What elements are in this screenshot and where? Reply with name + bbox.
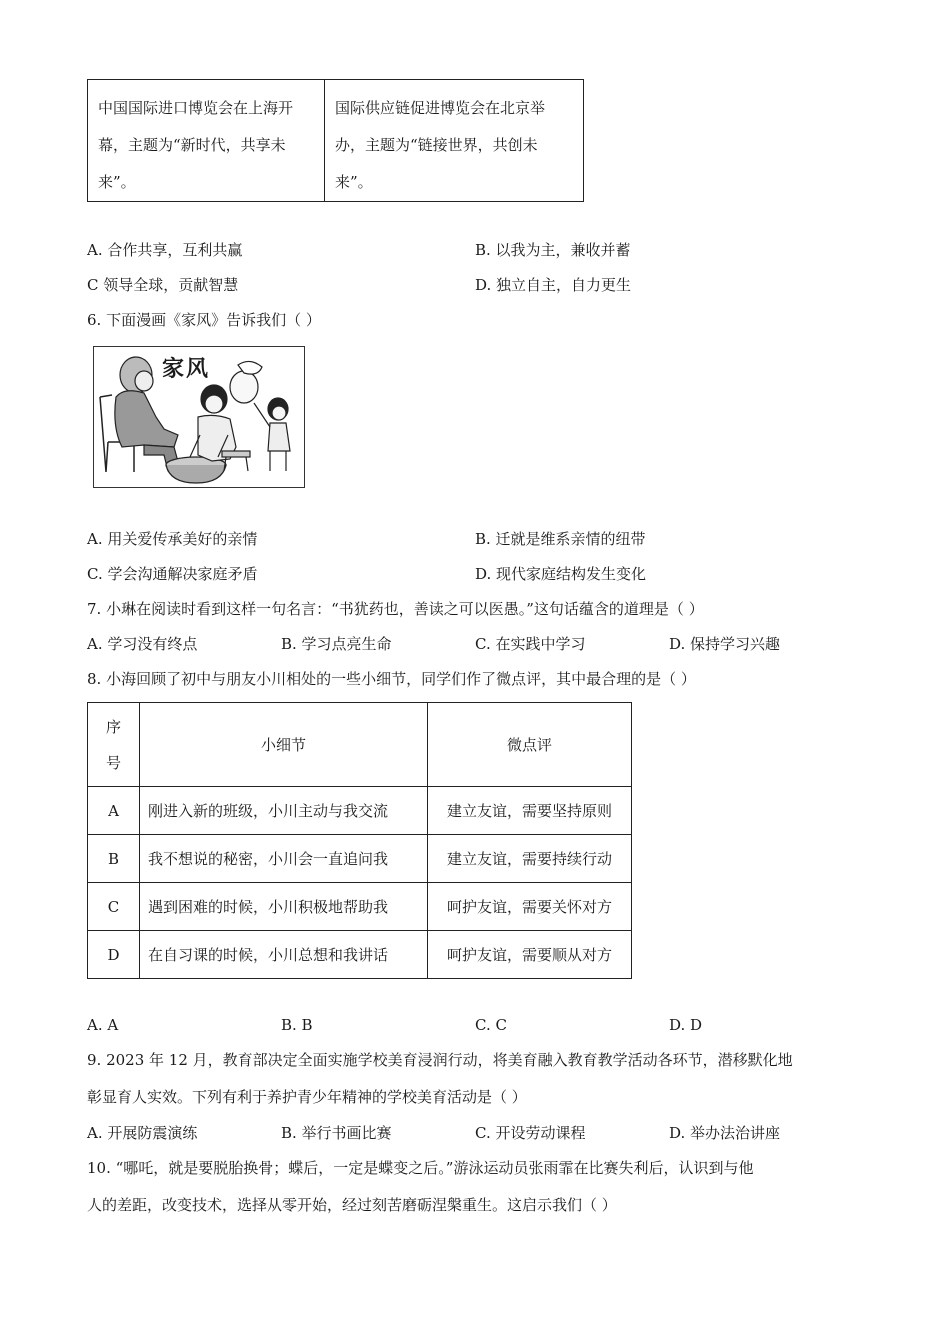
row-detail: 刚进入新的班级，小川主动与我交流 xyxy=(140,787,428,835)
table-row xyxy=(88,835,632,883)
table-row xyxy=(88,931,632,979)
q5-option-b[interactable]: B. 以我为主，兼收并蓄 xyxy=(475,241,631,259)
q7-option-b[interactable]: B. 学习点亮生命 xyxy=(281,635,392,653)
table-row xyxy=(88,883,632,931)
q5-option-d[interactable]: D. 独立自主，自力更生 xyxy=(475,276,632,294)
row-seq: A xyxy=(88,787,140,835)
q6-option-c[interactable]: C. 学会沟通解决家庭矛盾 xyxy=(87,565,258,583)
row-detail: 我不想说的秘密，小川会一直追问我 xyxy=(140,835,428,883)
family-style-comic xyxy=(93,346,305,488)
q7-option-a[interactable]: A. 学习没有终点 xyxy=(87,635,198,653)
q7-option-d[interactable]: D. 保持学习兴趣 xyxy=(669,635,781,653)
q8-option-a[interactable]: A. A xyxy=(87,1016,119,1034)
q5-option-a[interactable]: A. 合作共享，互利共赢 xyxy=(87,241,243,259)
row-seq: C xyxy=(88,883,140,931)
q8-option-c[interactable]: C. C xyxy=(475,1016,507,1034)
expo-table xyxy=(87,79,584,202)
q9-option-c[interactable]: C. 开设劳动课程 xyxy=(475,1124,586,1142)
q10-stem-line2: 人的差距，改变技术，选择从零开始，经过刻苦磨砺涅槃重生。这启示我们（ ） xyxy=(87,1196,617,1214)
q6-option-b[interactable]: B. 迁就是维系亲情的纽带 xyxy=(475,530,646,548)
header-comment: 微点评 xyxy=(428,703,632,787)
q7-option-c[interactable]: C. 在实践中学习 xyxy=(475,635,586,653)
header-seq xyxy=(88,703,140,787)
row-seq: D xyxy=(88,931,140,979)
q9-option-a[interactable]: A. 开展防震演练 xyxy=(87,1124,198,1142)
header-seq-top: 序 xyxy=(105,717,121,736)
row-comment: 呵护友谊，需要关怀对方 xyxy=(428,883,632,931)
q6-option-d[interactable]: D. 现代家庭结构发生变化 xyxy=(475,565,647,583)
q8-stem: 8. 小海回顾了初中与朋友小川相处的一些小细节，同学们作了微点评，其中最合理的是（ ） xyxy=(87,670,696,688)
q9-option-d[interactable]: D. 举办法治讲座 xyxy=(669,1124,781,1142)
q9-stem-line2: 彰显育人实效。下列有利于养护青少年精神的学校美育活动是（ ） xyxy=(87,1088,527,1106)
expo-cell-beijing: 国际供应链促进博览会在北京举办，主题为“链接世界，共创未来”。 xyxy=(325,80,584,202)
table-row xyxy=(88,787,632,835)
row-comment: 建立友谊，需要持续行动 xyxy=(428,835,632,883)
header-seq-bottom: 号 xyxy=(105,753,121,772)
row-seq: B xyxy=(88,835,140,883)
q5-option-c[interactable]: C 领导全球，贡献智慧 xyxy=(87,276,239,294)
expo-cell-shanghai: 中国国际进口博览会在上海开幕，主题为“新时代，共享未来”。 xyxy=(88,80,325,202)
q8-option-b[interactable]: B. B xyxy=(281,1016,313,1034)
row-comment: 建立友谊，需要坚持原则 xyxy=(428,787,632,835)
friendship-table xyxy=(87,702,632,979)
q9-stem-line1: 9. 2023 年 12 月，教育部决定全面实施学校美育浸润行动，将美育融入教育教学活动各环节，潜移默化地 xyxy=(87,1051,793,1069)
header-detail: 小细节 xyxy=(140,703,428,787)
q6-option-a[interactable]: A. 用关爱传承美好的亲情 xyxy=(87,530,258,548)
row-detail: 在自习课的时候，小川总想和我讲话 xyxy=(140,931,428,979)
q10-stem-line1: 10. “哪吒，就是要脱胎换骨；蝶后，一定是蝶变之后。”游泳运动员张雨霏在比赛失利后，认识到与他 xyxy=(87,1159,754,1177)
q7-stem: 7. 小琳在阅读时看到这样一句名言：“书犹药也，善读之可以医愚。”这句话蕴含的道理是（ ） xyxy=(87,600,704,618)
row-comment: 呵护友谊，需要顺从对方 xyxy=(428,931,632,979)
q9-option-b[interactable]: B. 举行书画比赛 xyxy=(281,1124,392,1142)
q6-stem: 6. 下面漫画《家风》告诉我们（ ） xyxy=(87,311,321,329)
comic-title: 家风 xyxy=(162,356,211,382)
row-detail: 遇到困难的时候，小川积极地帮助我 xyxy=(140,883,428,931)
q8-option-d[interactable]: D. D xyxy=(669,1016,703,1034)
